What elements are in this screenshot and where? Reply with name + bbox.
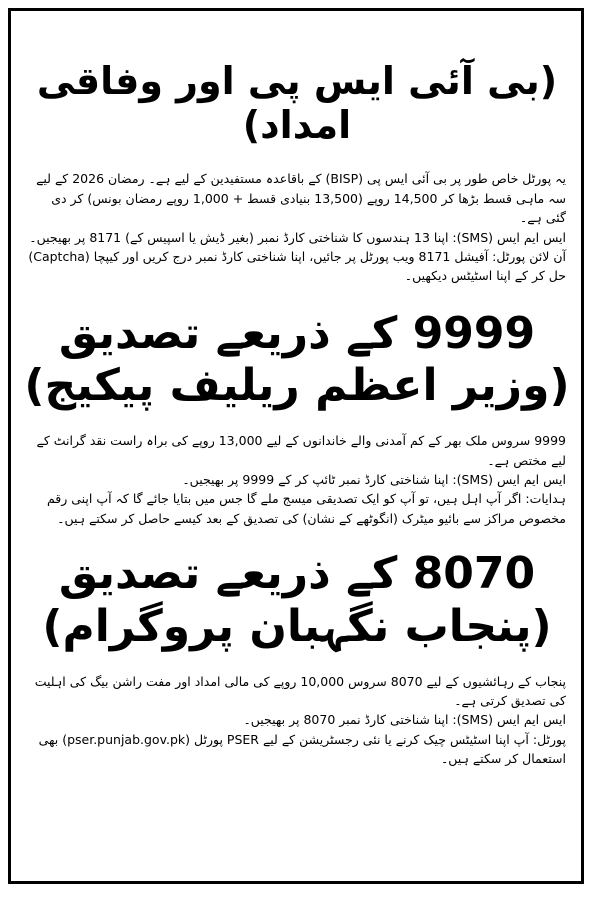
bisp-sms-instruction: ایس ایم ایس (SMS): اپنا 13 ہندسوں کا شناختی کارڈ نمبر (بغیر ڈیش یا اسپیس کے) 8171 پر بھیجیں۔	[29, 229, 566, 245]
pm-sms-instruction: ایس ایم ایس (SMS): اپنا شناختی کارڈ نمبر ٹائپ کر کے 9999 پر بھیجیں۔	[182, 471, 566, 487]
bisp-section	[22, 169, 572, 285]
punjab-heading: 8070 کے ذریعے تصدیق (پنجاب نگہبان پروگرام)	[42, 548, 552, 652]
page-title: (بی آئی ایس پی اور وفاقی امداد)	[36, 59, 558, 147]
pm-relief-heading: 9999 کے ذریعے تصدیق (وزیر اعظم ریلیف پیکیج)	[24, 307, 570, 412]
punjab-sms-instruction: ایس ایم ایس (SMS): اپنا شناختی کارڈ نمبر 8070 پر بھیجیں۔	[243, 712, 566, 728]
pm-section	[22, 431, 572, 528]
document-body	[22, 18, 572, 878]
punjab-portal-instruction: پورٹل: آپ اپنا اسٹیٹس چیک کرنے یا نئی رجسٹریشن کے لیے PSER پورٹل (pser.punjab.gov.pk) بھی استعمال کر سکتے ہیں۔	[38, 731, 566, 767]
bisp-portal-instruction: آن لائن پورٹل: آفیشل 8171 ویب پورٹل پر جائیں، اپنا شناختی کارڈ نمبر درج کریں اور کیپچا (Captcha) حل کر کے اپنا اسٹیٹس دیکھیں۔	[28, 248, 566, 284]
pm-intro: 9999 سروس ملک بھر کے کم آمدنی والے خاندانوں کے لیے 13,000 روپے کی براہ راست نقد گرانٹ کے لیے مختص ہے۔	[36, 433, 566, 468]
bisp-intro: یہ پورٹل خاص طور پر بی آئی ایس پی (BISP) کے باقاعدہ مستفیدین کے لیے ہے۔ رمضان 2026 کے لیے سہ ماہی قسط بڑھا کر 14,500 روپے (13,500 بنیادی قسط + 1,000 روپے رمضان بونس) کر دی گئی ہے۔	[36, 171, 566, 226]
pm-guidance: ہدایات: اگر آپ اہل ہیں، تو آپ کو ایک تصدیقی میسج ملے گا جس میں بتایا جائے گا کہ آپ اپنی رقم مخصوص مراکز سے بائیو میٹرک (انگوٹھے کے نشان) کی تصدیق کے بعد کیسے حاصل کر سکتے ہیں۔	[46, 491, 566, 526]
punjab-intro: پنجاب کے رہائشیوں کے لیے 8070 سروس 10,000 روپے کی مالی امداد اور مفت راشن بیگ کی اہلیت کی تصدیق کرتی ہے۔	[34, 673, 566, 709]
punjab-section	[22, 672, 572, 769]
